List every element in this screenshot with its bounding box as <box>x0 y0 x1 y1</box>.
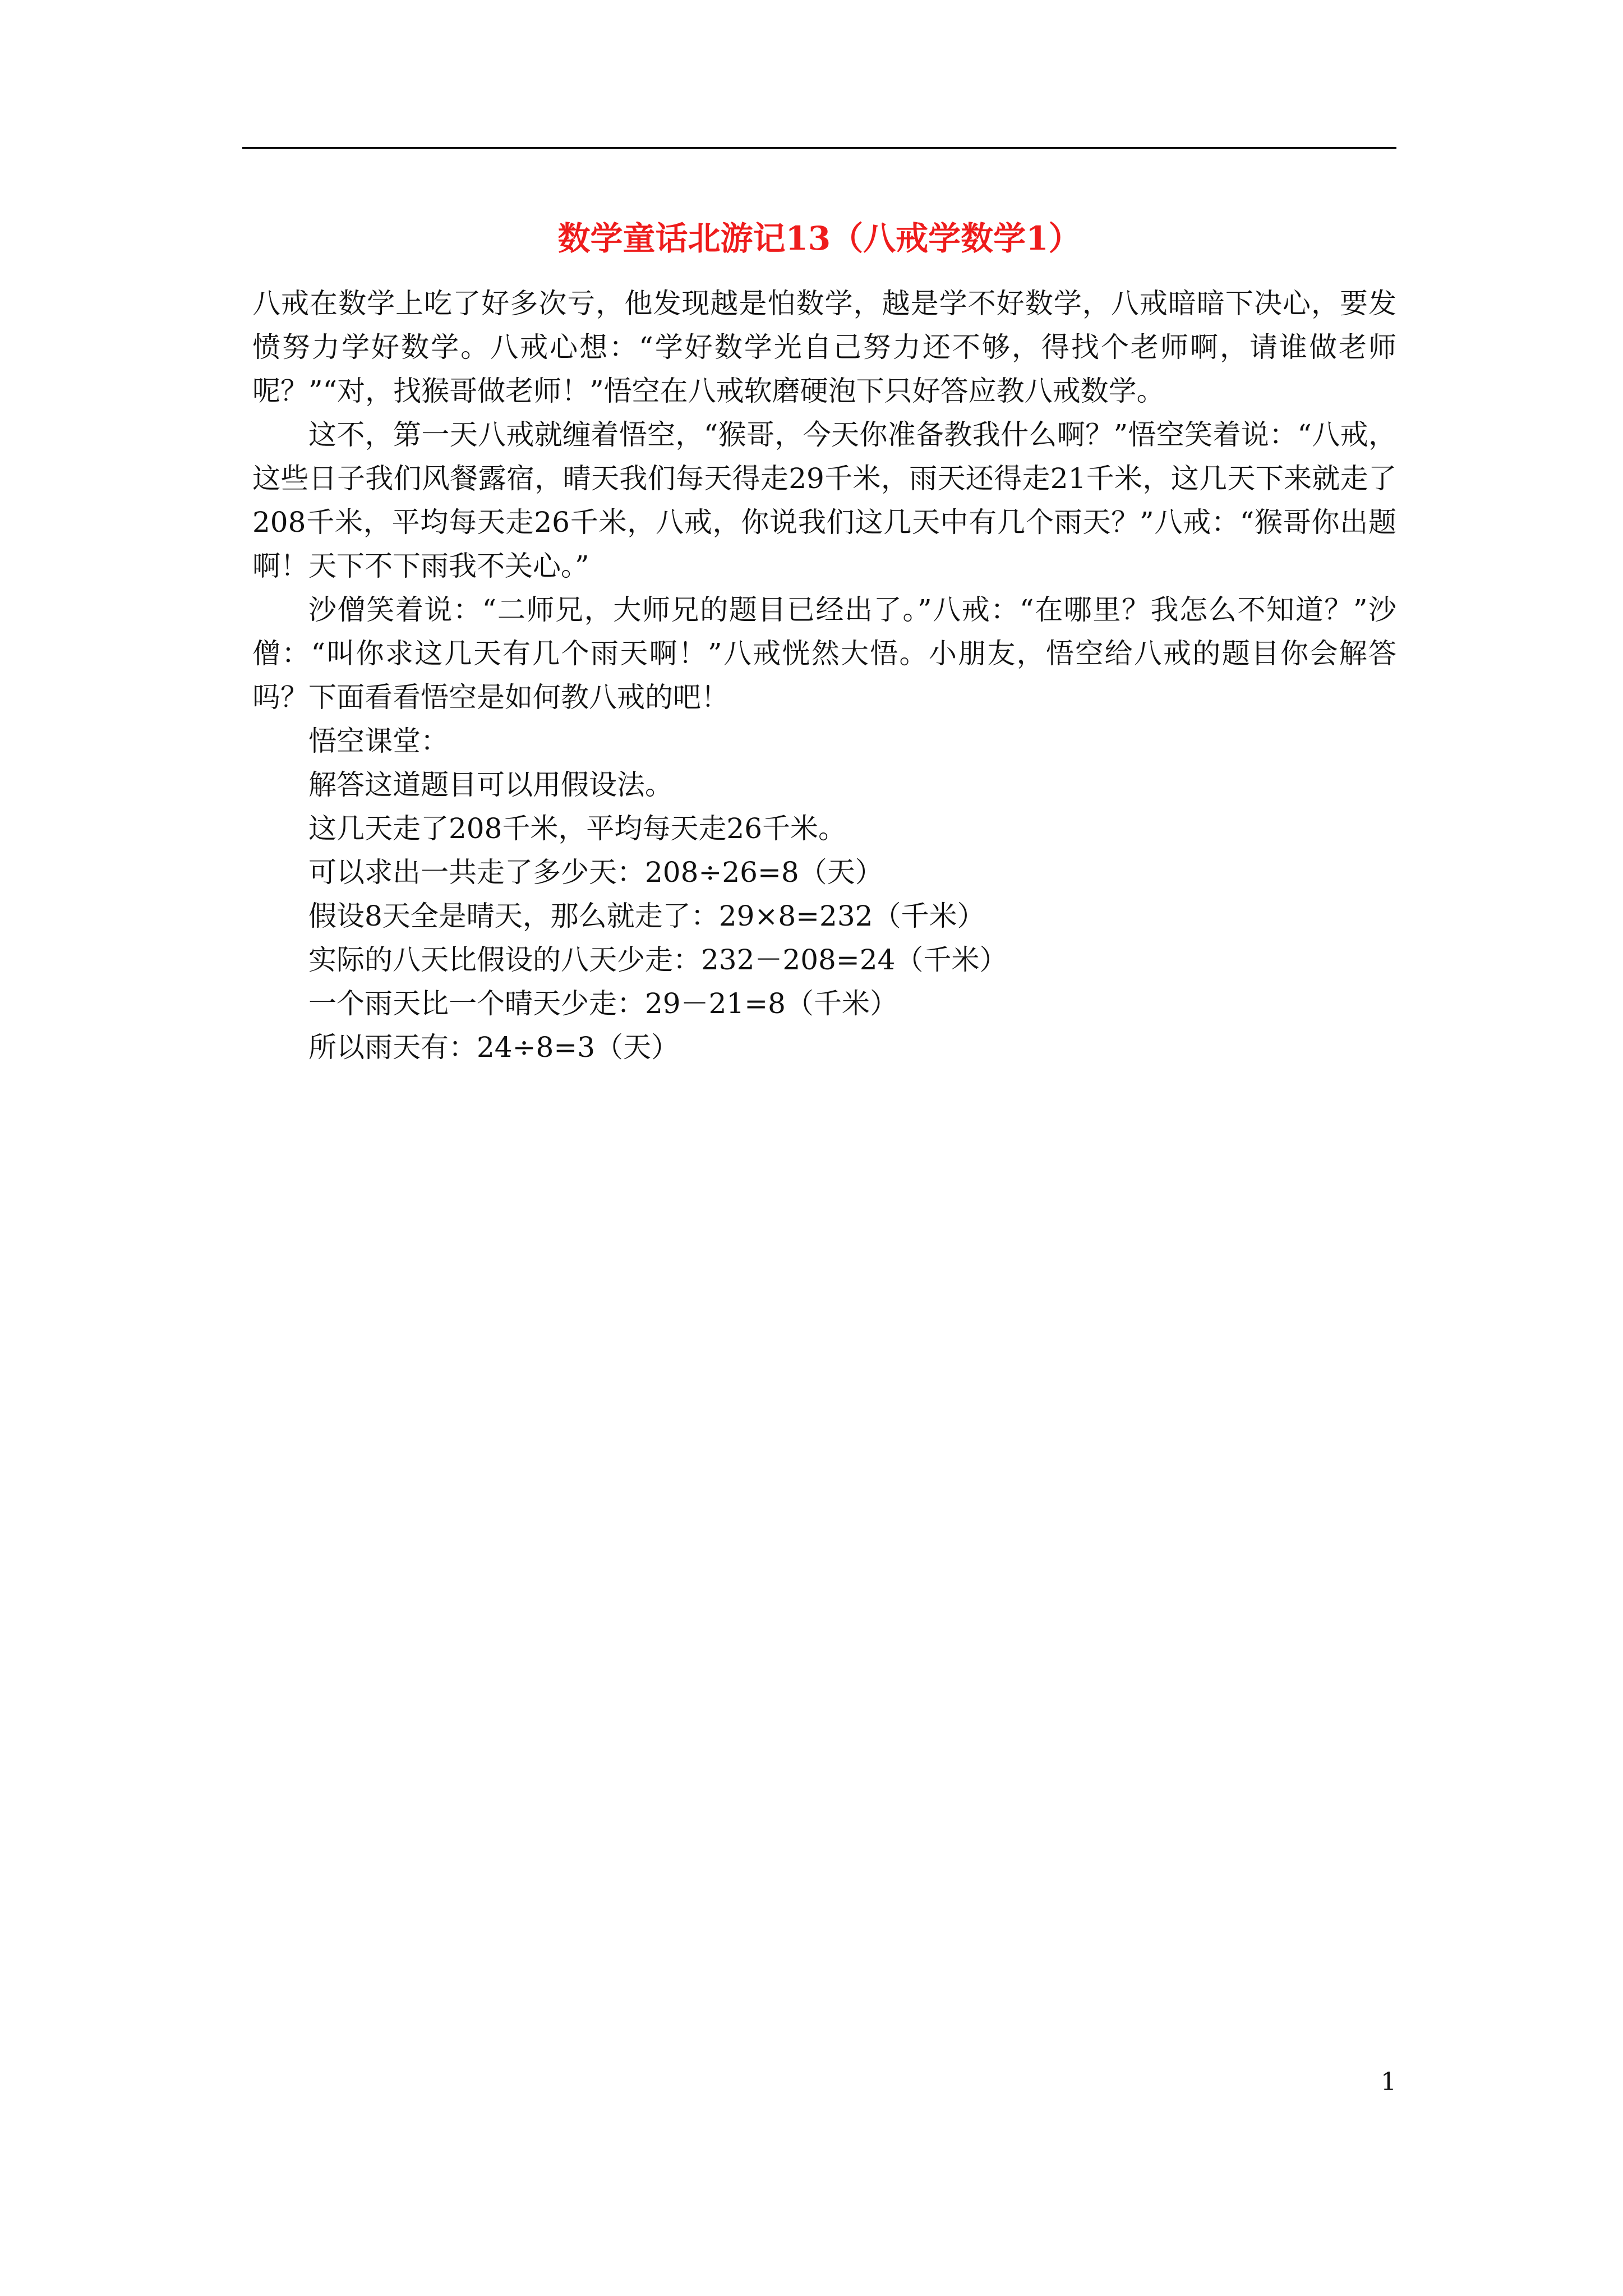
header-rule <box>242 147 1396 149</box>
solution-step: 可以求出一共走了多少天：208÷26=8（天） <box>308 856 883 889</box>
solution-step: 假设8天全是晴天，那么就走了：29×8=232（千米） <box>308 900 985 932</box>
document-title: 数学童话北游记13（八戒学数学1） <box>557 219 1081 257</box>
paragraph-intro: 八戒在数学上吃了好多次亏，他发现越是怕数学，越是学不好数学，八戒暗暗下决心，要发愤努力学好数学。八戒心想：“学好数学光自己努力还不够，得找个老师啊，请谁做老师呢？”“对，找猴哥做老师！”悟空在八戒软磨硬泡下只好答应教八戒数学。 <box>252 287 1396 407</box>
solution-step: 一个雨天比一个晴天少走：29－21=8（千米） <box>308 987 898 1020</box>
solution-step: 这几天走了208千米，平均每天走26千米。 <box>308 812 847 845</box>
lesson-heading: 悟空课堂： <box>308 725 449 757</box>
solution-step: 所以雨天有：24÷8=3（天） <box>308 1031 680 1064</box>
page-number: 1 <box>1381 2068 1396 2096</box>
paragraph-question: 这不，第一天八戒就缠着悟空，“猴哥，今天你准备教我什么啊？”悟空笑着说：“八戒，这些日子我们风餐露宿，晴天我们每天得走29千米，雨天还得走21千米，这几天下来就走了208千米，平均每天走26千米，八戒，你说我们这几天中有几个雨天？”八戒：“猴哥你出题啊！天下不下雨我不关心。” <box>252 418 1396 582</box>
document-body <box>252 282 1396 1069</box>
solution-step: 解答这道题目可以用假设法。 <box>308 769 673 801</box>
solution-step: 实际的八天比假设的八天少走：232－208=24（千米） <box>308 944 1008 976</box>
paragraph-dialogue: 沙僧笑着说：“二师兄，大师兄的题目已经出了。”八戒：“在哪里？我怎么不知道？”沙僧：“叫你求这几天有几个雨天啊！”八戒恍然大悟。小朋友，悟空给八戒的题目你会解答吗？下面看看悟空是如何教八戒的吧！ <box>252 593 1396 714</box>
